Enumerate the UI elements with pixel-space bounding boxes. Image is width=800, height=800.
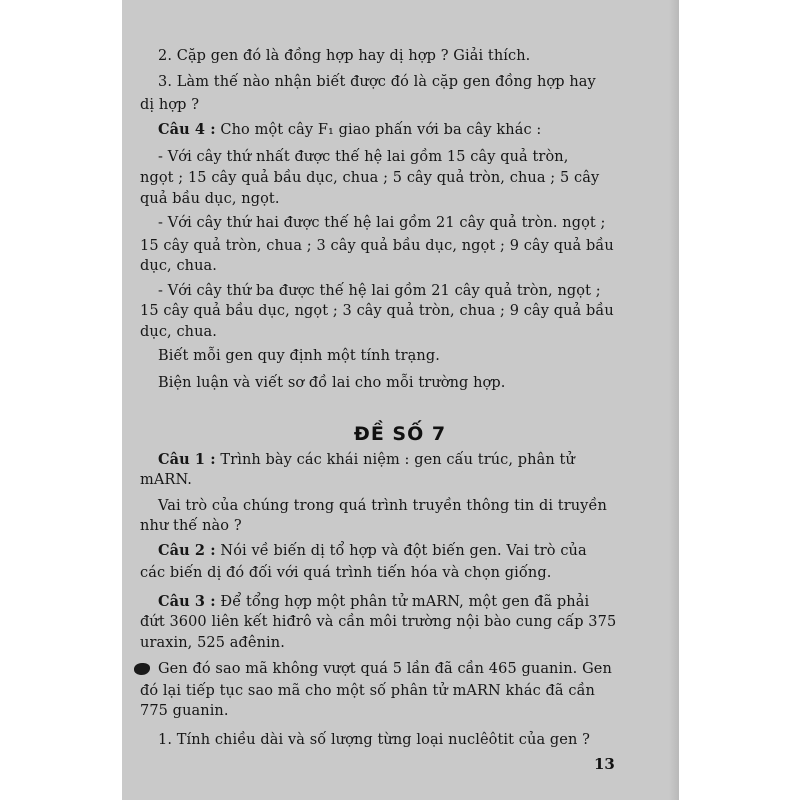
de7-cau-1-line2: mARN. xyxy=(140,472,193,488)
transcription-line3: 775 guanin. xyxy=(140,703,229,719)
page-number: 13 xyxy=(594,755,615,773)
case-2-line1: - Với cây thứ hai được thế hệ lai gồm 21 cây quả tròn. ngọt ; xyxy=(158,215,606,231)
gene-rule-text: Biết mỗi gen quy định một tính trạng. xyxy=(158,348,440,364)
de7-role-line2: như thế nào ? xyxy=(140,518,242,534)
de7-cau-3-label: Câu 3 : xyxy=(158,593,216,610)
case-1-line2: ngọt ; 15 cây quả bầu dục, chua ; 5 cây quả tròn, chua ; 5 cây xyxy=(140,170,600,186)
de7-cau-3-line2: đứt 3600 liên kết hiđrô và cần môi trường nội bào cung cấp 375 xyxy=(140,614,617,630)
transcription-line1: Gen đó sao mã không vượt quá 5 lần đã cần 465 guanin. Gen xyxy=(158,661,612,677)
case-2-line2: 15 cây quả tròn, chua ; 3 cây quả bầu dục, ngọt ; 9 cây quả bầu xyxy=(140,238,614,254)
section-heading: ĐỀ SỐ 7 xyxy=(353,423,447,445)
de7-cau-1-paragraph xyxy=(158,451,608,469)
scan-margin-left xyxy=(0,0,122,800)
question-3-text-line1: 3. Làm thế nào nhận biết được đó là cặp gen đồng hợp hay xyxy=(158,74,596,90)
de7-cau-2-label: Câu 2 : xyxy=(158,542,216,559)
de7-cau-3-paragraph xyxy=(158,593,608,611)
scan-margin-right xyxy=(679,0,800,800)
case-2-line3: dục, chua. xyxy=(140,258,218,274)
de7-cau-2-text: Nói về biến dị tổ hợp và đột biến gen. Vai trò của xyxy=(215,543,587,559)
case-1-line3: quả bầu dục, ngọt. xyxy=(140,191,280,207)
instruction-text: Biện luận và viết sơ đồ lai cho mỗi trường hợp. xyxy=(158,375,506,391)
sub-question-1: 1. Tính chiều dài và số lượng từng loại nuclêôtit của gen ? xyxy=(158,732,590,748)
cau-4-paragraph xyxy=(158,121,608,139)
book-page xyxy=(122,0,679,800)
de7-cau-1-text: Trình bày các khái niệm : gen cấu trúc, phân tử xyxy=(215,452,575,468)
case-3-line1: - Với cây thứ ba được thế hệ lai gồm 21 cây quả tròn, ngọt ; xyxy=(158,283,601,299)
question-3-text-line2: dị hợp ? xyxy=(140,97,200,113)
cau-4-label: Câu 4 : xyxy=(158,121,216,138)
cau-4-text: Cho một cây F₁ giao phấn với ba cây khác : xyxy=(215,122,542,138)
case-1-line1: - Với cây thứ nhất được thế hệ lai gồm 15 cây quả tròn, xyxy=(158,149,569,165)
case-3-line2: 15 cây quả bầu dục, ngọt ; 3 cây quả tròn, chua ; 9 cây quả bầu xyxy=(140,303,614,319)
page-edge-shadow xyxy=(669,0,679,800)
de7-cau-3-line3: uraxin, 525 ađênin. xyxy=(140,635,285,651)
transcription-line2: đó lại tiếp tục sao mã cho một số phân tử mARN khác đã cần xyxy=(140,683,595,699)
de7-cau-2-line2: các biến dị đó đối với quá trình tiến hóa và chọn giống. xyxy=(140,565,552,581)
de7-role-line1: Vai trò của chúng trong quá trình truyền thông tin di truyền xyxy=(158,498,607,514)
de7-cau-2-paragraph xyxy=(158,542,608,560)
de7-cau-1-label: Câu 1 : xyxy=(158,451,216,468)
de7-cau-3-text: Để tổng hợp một phân tử mARN, một gen đã phải xyxy=(215,594,590,610)
case-3-line3: dục, chua. xyxy=(140,324,218,340)
question-2-text: 2. Cặp gen đó là đồng hợp hay dị hợp ? Giải thích. xyxy=(158,48,531,64)
